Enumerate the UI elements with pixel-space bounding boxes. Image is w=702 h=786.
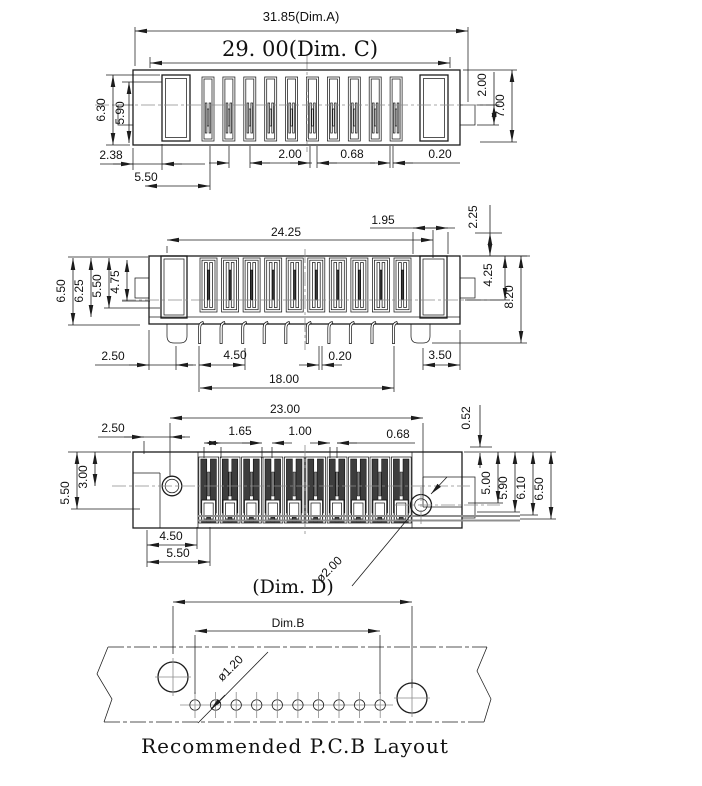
dim-label-4-25: 4.25 xyxy=(481,263,495,287)
left-step xyxy=(135,278,149,298)
dim-label-dim-c: 29. 00(Dim. C) xyxy=(221,37,379,61)
dim-label-5-50: 5.50 xyxy=(90,274,104,298)
bottom-view-body xyxy=(112,445,520,536)
dim-label-8-20: 8.20 xyxy=(502,285,516,309)
dim-label-0-20: 0.20 xyxy=(428,147,452,161)
bottom-view xyxy=(58,402,556,586)
dim-label-24-25: 24.25 xyxy=(270,225,302,239)
contact-cavities xyxy=(199,457,411,523)
top-view-body xyxy=(95,55,505,152)
dim-label-1-65: 1.65 xyxy=(228,424,252,438)
dim-label-7-00: 7.00 xyxy=(493,94,507,118)
front-view-body xyxy=(122,249,505,350)
dim-label-3-00: 3.00 xyxy=(76,465,90,489)
dim-label-2-50: 2.50 xyxy=(101,349,125,363)
dim-label-1-95: 1.95 xyxy=(371,213,395,227)
pcb-layout-view xyxy=(97,576,491,758)
left-end-block xyxy=(162,75,190,141)
dim-label-hole-dia-1-20: ø1.20 xyxy=(214,652,246,684)
right-step xyxy=(462,477,475,518)
dim-label-0-68: 0.68 xyxy=(386,427,410,441)
dim-label-dim-b: Dim.B xyxy=(271,616,305,630)
top-view xyxy=(94,9,517,190)
dim-label-0-20: 0.20 xyxy=(328,349,352,363)
dim-label-0-52: 0.52 xyxy=(459,406,473,430)
drawing-caption: Recommended P.C.B Layout xyxy=(141,734,449,758)
dim-label-18-00: 18.00 xyxy=(268,372,300,386)
left-break-line xyxy=(97,647,112,722)
contact-slots xyxy=(200,258,411,312)
dim-label-6-10: 6.10 xyxy=(514,476,528,500)
dim-label-pitch-2-00: 2.00 xyxy=(278,147,302,161)
dim-label-overall-a: 31.85(Dim.A) xyxy=(262,9,340,24)
dim-label-hole-dia-2-00: ø2.00 xyxy=(313,553,345,585)
dim-label-0-68: 0.68 xyxy=(340,147,364,161)
front-view-dimensions xyxy=(54,205,530,392)
body-outline xyxy=(149,256,460,324)
dim-label-5-50: 5.50 xyxy=(166,546,190,560)
dim-label-4-50: 4.50 xyxy=(159,529,183,543)
dim-label-2-25: 2.25 xyxy=(466,205,480,229)
dim-label-6-50: 6.50 xyxy=(532,477,546,501)
dim-label-3-50: 3.50 xyxy=(428,348,452,362)
dim-label-left-5-50: 5.50 xyxy=(58,481,72,505)
dim-label-dim-d: (Dim. D) xyxy=(252,576,334,598)
dim-label-6-25: 6.25 xyxy=(72,279,86,303)
dim-label-5-90: 5.90 xyxy=(496,476,510,500)
dim-label-right-2-00: 2.00 xyxy=(475,73,489,97)
front-view xyxy=(54,205,530,392)
top-view-dimensions xyxy=(94,9,517,190)
right-step xyxy=(460,278,475,298)
dim-label-6-30: 6.30 xyxy=(94,98,108,122)
right-end-block xyxy=(420,75,448,141)
dim-label-6-50: 6.50 xyxy=(54,279,68,303)
dim-label-5-90: 5.90 xyxy=(113,101,127,125)
dim-label-2-38: 2.38 xyxy=(99,148,123,162)
pcb-board xyxy=(97,647,491,722)
left-mounting-peg xyxy=(167,324,187,343)
contact-slots xyxy=(202,77,402,141)
pcb-dimensions xyxy=(173,576,412,723)
dim-label-23-00: 23.00 xyxy=(269,402,301,416)
dim-label-4-50: 4.50 xyxy=(223,348,247,362)
right-mounting-peg xyxy=(411,324,430,343)
right-end-block xyxy=(420,256,447,318)
dim-label-2-50: 2.50 xyxy=(101,421,125,435)
dim-label-5-00: 5.00 xyxy=(479,471,493,495)
left-end-block xyxy=(161,256,187,318)
right-break-line xyxy=(477,647,491,722)
body-outline xyxy=(133,70,460,145)
dim-label-5-50: 5.50 xyxy=(134,170,158,184)
solder-pins xyxy=(199,322,398,344)
dim-label-1-00: 1.00 xyxy=(288,424,312,438)
right-step xyxy=(460,105,475,125)
dim-label-4-75: 4.75 xyxy=(108,270,122,294)
